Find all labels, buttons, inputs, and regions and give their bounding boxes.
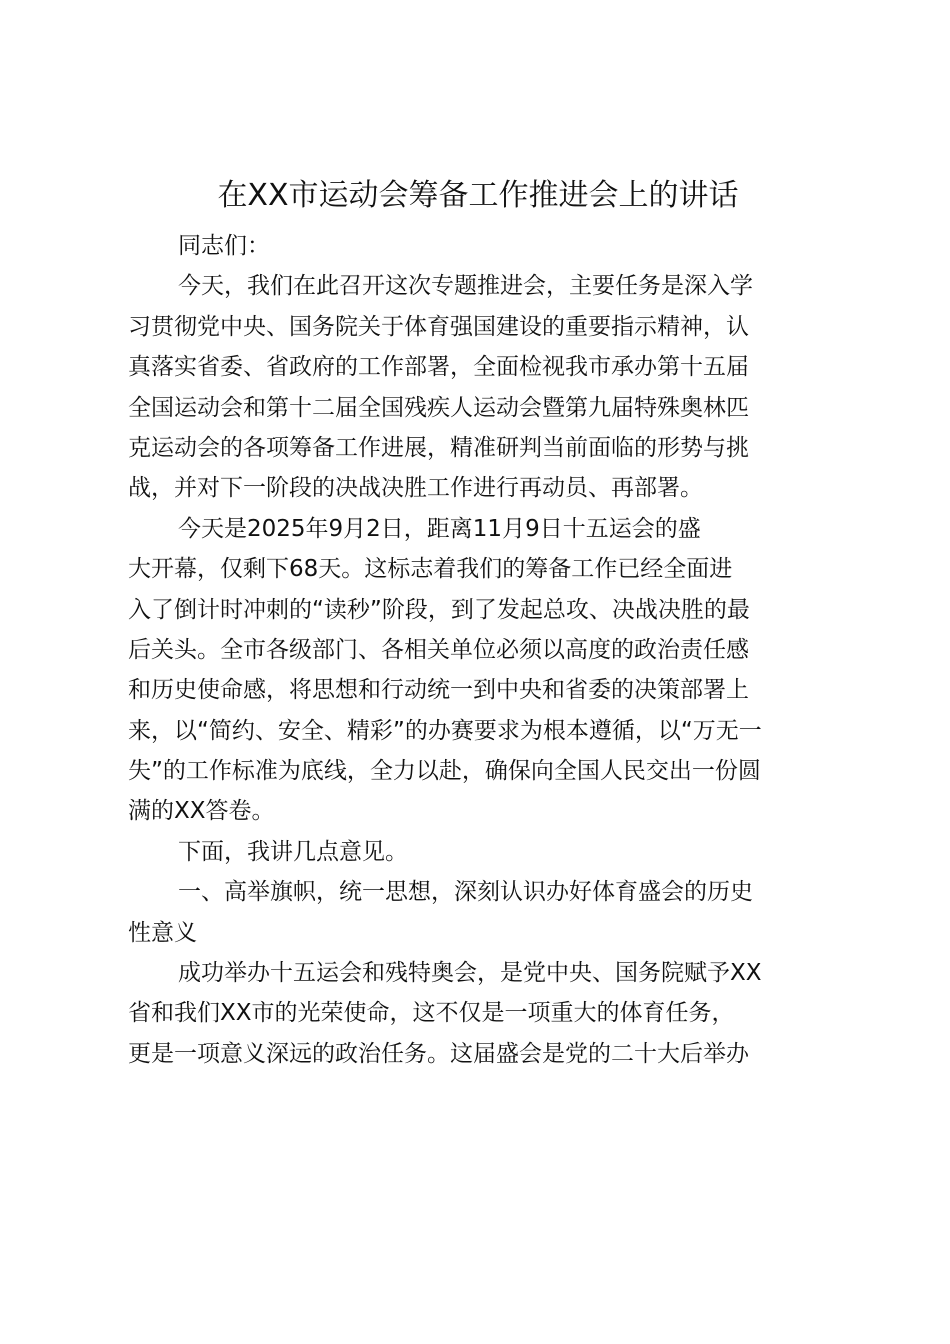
- text-line: 和历史使命感，将思想和行动统一到中央和省委的决策部署上: [128, 677, 749, 704]
- document-body: [128, 226, 830, 1074]
- text-line: 更是一项意义深远的政治任务。这届盛会是党的二十大后举办: [128, 1040, 749, 1067]
- text-line: 省和我们XX市的光荣使命，这不仅是一项重大的体育任务，: [128, 1000, 735, 1027]
- paragraph-opening: [128, 266, 830, 508]
- text-line: 性意义: [128, 919, 197, 946]
- document-title: 在XX市运动会筹备工作推进会上的讲话: [217, 178, 739, 213]
- text-line: 后关头。全市各级部门、各相关单位必须以高度的政治责任感: [128, 636, 749, 663]
- text-line: 一、高举旗帜，统一思想，深刻认识办好体育盛会的历史: [178, 879, 753, 906]
- text-line: 真落实省委、省政府的工作部署，全面检视我市承办第十五届: [128, 354, 749, 381]
- text-line: 成功举办十五运会和残特奥会，是党中央、国务院赋予XX: [178, 960, 762, 987]
- text-line: 来，以“简约、安全、精彩”的办赛要求为根本遵循，以“万无一: [128, 717, 762, 744]
- text-line: 大开幕，仅剩下68天。这标志着我们的筹备工作已经全面进: [128, 556, 733, 583]
- section-heading-1: [128, 872, 830, 953]
- text-line: 入了倒计时冲刺的“读秒”阶段，到了发起总攻、决战决胜的最: [128, 596, 750, 623]
- text-line: 满的XX答卷。: [128, 798, 275, 825]
- greeting: [128, 226, 830, 266]
- text-line: 同志们：: [178, 233, 270, 259]
- text-line: 克运动会的各项筹备工作进展，精准研判当前面临的形势与挑: [128, 434, 749, 461]
- text-line: 下面，我讲几点意见。: [178, 838, 408, 865]
- paragraph-countdown: [128, 509, 830, 832]
- text-line: 今天是2025年9月2日，距离11月9日十五运会的盛: [178, 515, 701, 542]
- paragraph-transition: [128, 832, 830, 872]
- paragraph-mission: [128, 953, 830, 1074]
- text-line: 失”的工作标准为底线，全力以赴，确保向全国人民交出一份圆: [128, 758, 761, 785]
- text-line: 今天，我们在此召开这次专题推进会，主要任务是深入学: [178, 273, 753, 300]
- text-line: 战，并对下一阶段的决战决胜工作进行再动员、再部署。: [128, 475, 703, 502]
- text-line: 习贯彻党中央、国务院关于体育强国建设的重要指示精神，认: [128, 313, 749, 340]
- text-line: 全国运动会和第十二届全国残疾人运动会暨第九届特殊奥林匹: [128, 394, 749, 421]
